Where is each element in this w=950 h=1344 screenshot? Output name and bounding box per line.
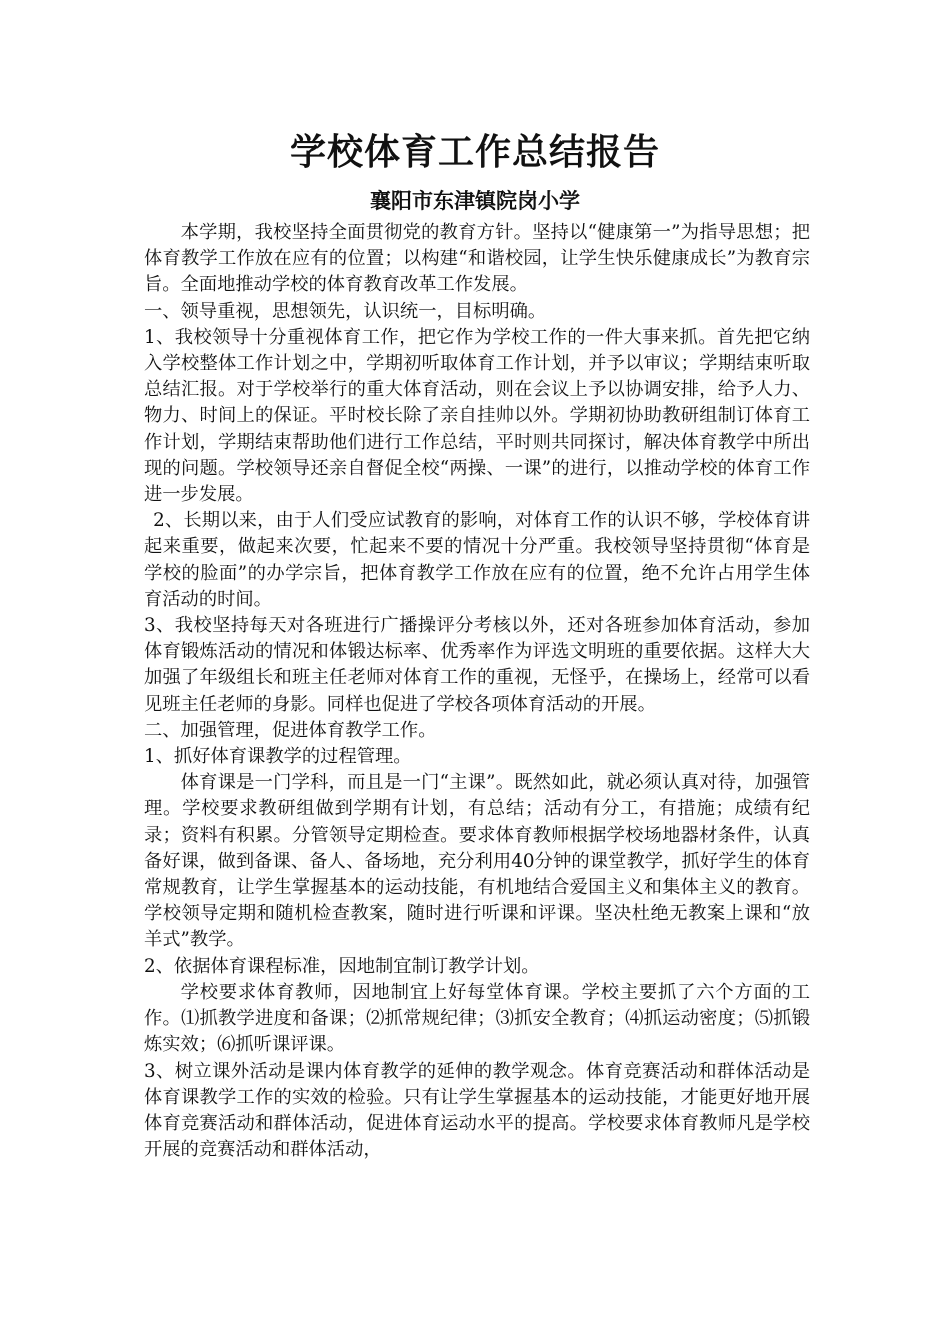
document-title: 学校体育工作总结报告 bbox=[289, 132, 660, 173]
section-heading-2: 二、加强管理，促进体育教学工作。 bbox=[144, 719, 437, 741]
subheading-2-2: 2、依据体育课程标准，因地制宜制订教学计划。 bbox=[144, 955, 540, 977]
paragraph-2-2: 学校要求体育教师，因地制宜上好每堂体育课。学校主要抓了六个方面的工作。⑴抓教学进度和备课；⑵抓常规纪律；⑶抓安全教育；⑷抓运动密度；⑸抓锻炼实效；⑹抓听课评课。 bbox=[144, 981, 810, 1056]
subheading-2-1: 1、抓好体育课教学的过程管理。 bbox=[144, 746, 412, 768]
document-subtitle: 襄阳市东津镇院岗小学 bbox=[370, 189, 580, 213]
paragraph-2-3: 3、树立课外活动是课内体育教学的延伸的教学观念。体育竞赛活动和群体活动是体育课教学工作的实效的检验。只有让学生掌握基本的运动技能，才能更好地开展体育竞赛活动和群体活动，促进体育运动水平的提高。学校要求体育教师凡是学校开展的竞赛活动和群体活动， bbox=[144, 1060, 810, 1161]
paragraph-1-3: 3、我校坚持每天对各班进行广播操评分考核以外，还对各班参加体育活动，参加体育锻炼活动的情况和体锻达标率、优秀率作为评选文明班的重要依据。这样大大加强了年级组长和班主任老师对体育工作的重视，无怪乎，在操场上，经常可以看见班主任老师的身影。同样也促进了学校各项体育活动的开展。 bbox=[144, 615, 810, 715]
paragraph-intro: 本学期，我校坚持全面贯彻党的教育方针。坚持以“健康第一”为指导思想；把体育教学工作放在应有的位置；以构建“和谐校园，让学生快乐健康成长”为教育宗旨。全面地推动学校的体育教育改革工作发展。 bbox=[144, 222, 810, 296]
paragraph-1-2: 2、长期以来，由于人们受应试教育的影响，对体育工作的认识不够，学校体育讲起来重要，做起来次要，忙起来不要的情况十分严重。我校领导坚持贯彻“体育是学校的脸面”的办学宗旨，把体育教学工作放在应有的位置，绝不允许占用学生体育活动的时间。 bbox=[144, 510, 810, 610]
section-heading-1: 一、领导重视，思想领先，认识统一，目标明确。 bbox=[144, 300, 547, 322]
paragraph-1-1: 1、我校领导十分重视体育工作，把它作为学校工作的一件大事来抓。首先把它纳入学校整体工作计划之中，学期初听取体育工作计划，并予以审议；学期结束听取总结汇报。对于学校举行的重大体育活动，则在会议上予以协调安排，给予人力、物力、时间上的保证。平时校长除了亲自挂帅以外。学期初协助教研组制订体育工作计划，学期结束帮助他们进行工作总结，平时则共同探讨，解决体育教学中所出现的问题。学校领导还亲自督促全校“两操、一课”的进行，以推动学校的体育工作进一步发展。 bbox=[144, 326, 810, 506]
paragraph-2-1: 体育课是一门学科，而且是一门“主课”。既然如此，就必须认真对待，加强管理。学校要求教研组做到学期有计划，有总结；活动有分工，有措施；成绩有纪录；资料有积累。分管领导定期检查。要求体育教师根据学校场地器材条件，认真备好课，做到备课、备人、备场地，充分利用40分钟的课堂教学，抓好学生的体育常规教育，让学生掌握基本的运动技能，有机地结合爱国主义和集体主义的教育。学校领导定期和随机检查教案，随时进行听课和评课。坚决杜绝无教案上课和“放羊式”教学。 bbox=[144, 772, 810, 951]
document-body bbox=[144, 220, 810, 1163]
